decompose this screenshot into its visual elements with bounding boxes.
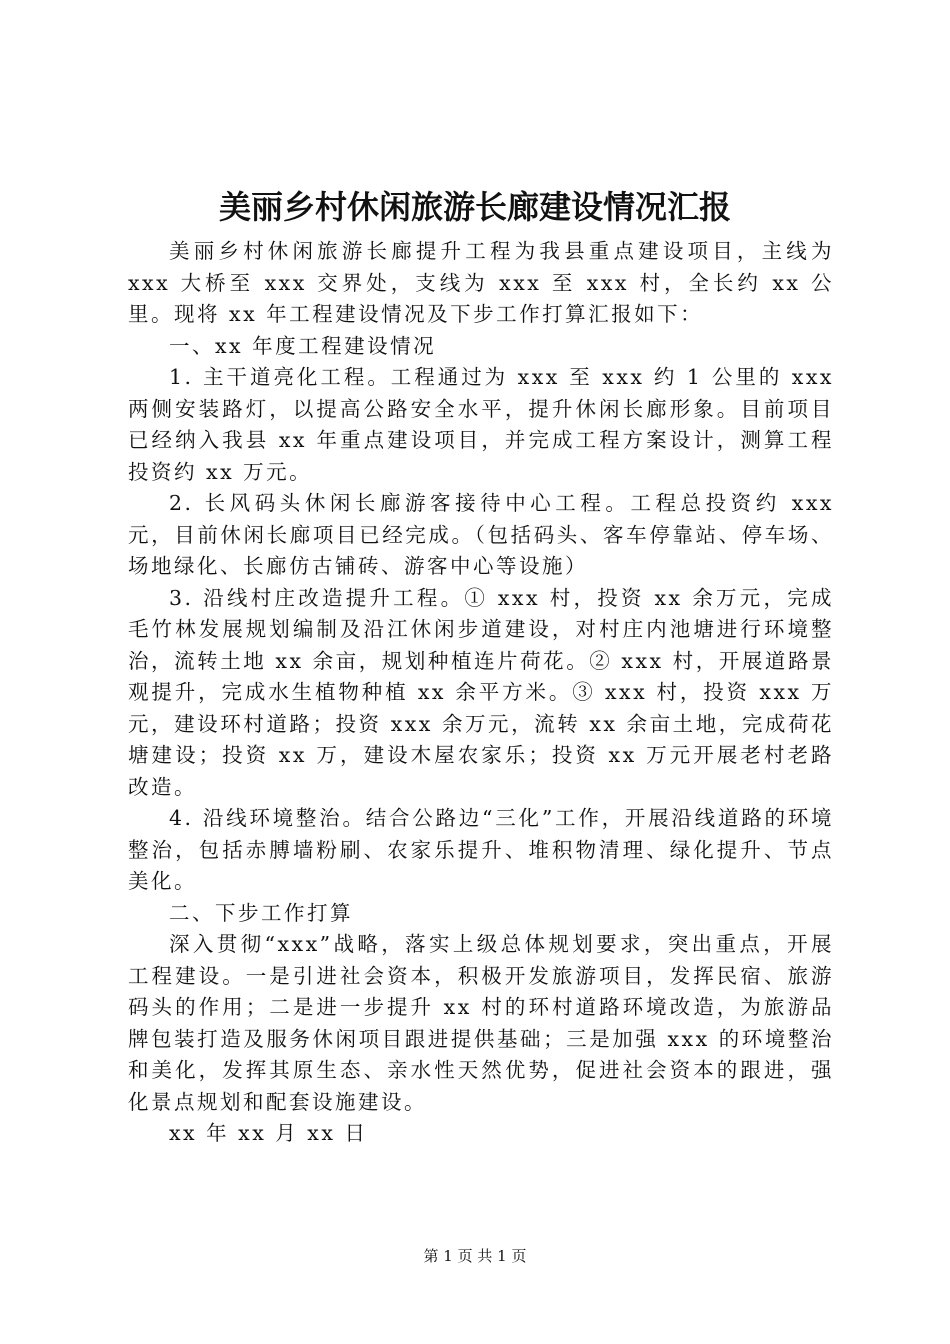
document-body xyxy=(128,236,834,1150)
section-heading-2: 二、下步工作打算 xyxy=(169,900,353,925)
item-paragraph-3: 3. 沿线村庄改造提升工程。① xxx 村，投资 xx 余万元，完成毛竹林发展规划编制及沿江休闲步道建设，对村庄内池塘进行环境整治，流转土地 xx 余亩，规划种植连片荷花。② xxx 村，开展道路景观提升，完成水生植物种植 xx 余平方米。③ xxx 村，投资 xxx 万元，建设环村道路；投资 xxx 余万元，流转 xx 余亩土地，完成荷花塘建设；投资 xx 万，建设木屋农家乐；投资 xx 万元开展老村老路改造。 xyxy=(128,585,834,799)
item-paragraph-1: 1. 主干道亮化工程。工程通过为 xxx 至 xxx 约 1 公里的 xxx 两侧安装路灯，以提高公路安全水平，提升休闲长廊形象。目前项目已经纳入我县 xx 年重点建设项目，并完成工程方案设计，测算工程投资约 xx 万元。 xyxy=(128,365,834,484)
date-line: xx 年 xx 月 xx 日 xyxy=(169,1121,368,1145)
page-footer: 第 1 页 共 1 页 xyxy=(423,1247,527,1265)
intro-paragraph: 美丽乡村休闲旅游长廊提升工程为我县重点建设项目，主线为 xxx 大桥至 xxx 交界处，支线为 xxx 至 xxx 村，全长约 xx 公里。现将 xx 年工程建设情况及下步工作打算汇报如下： xyxy=(128,239,834,326)
item-paragraph-4: 4. 沿线环境整治。结合公路边“三化”工作，开展沿线道路的环境整治，包括赤膊墙粉刷、农家乐提升、堆积物清理、绿化提升、节点美化。 xyxy=(128,806,834,893)
plan-paragraph: 深入贯彻“xxx”战略，落实上级总体规划要求，突出重点，开展工程建设。一是引进社会资本，积极开发旅游项目，发挥民宿、旅游码头的作用；二是进一步提升 xx 村的环村道路环境改造，为旅游品牌包装打造及服务休闲项目跟进提供基础；三是加强 xxx 的环境整治和美化，发挥其原生态、亲水性天然优势，促进社会资本的跟进，强化景点规划和配套设施建设。 xyxy=(128,932,834,1114)
document-title: 美丽乡村休闲旅游长廊建设情况汇报 xyxy=(218,188,731,226)
item-paragraph-2: 2. 长风码头休闲长廊游客接待中心工程。工程总投资约 xxx 元，目前休闲长廊项目已经完成。（包括码头、客车停靠站、停车场、场地绿化、长廊仿古铺砖、游客中心等设施） xyxy=(128,491,834,578)
section-heading-1: 一、xx 年度工程建设情况 xyxy=(169,333,437,358)
